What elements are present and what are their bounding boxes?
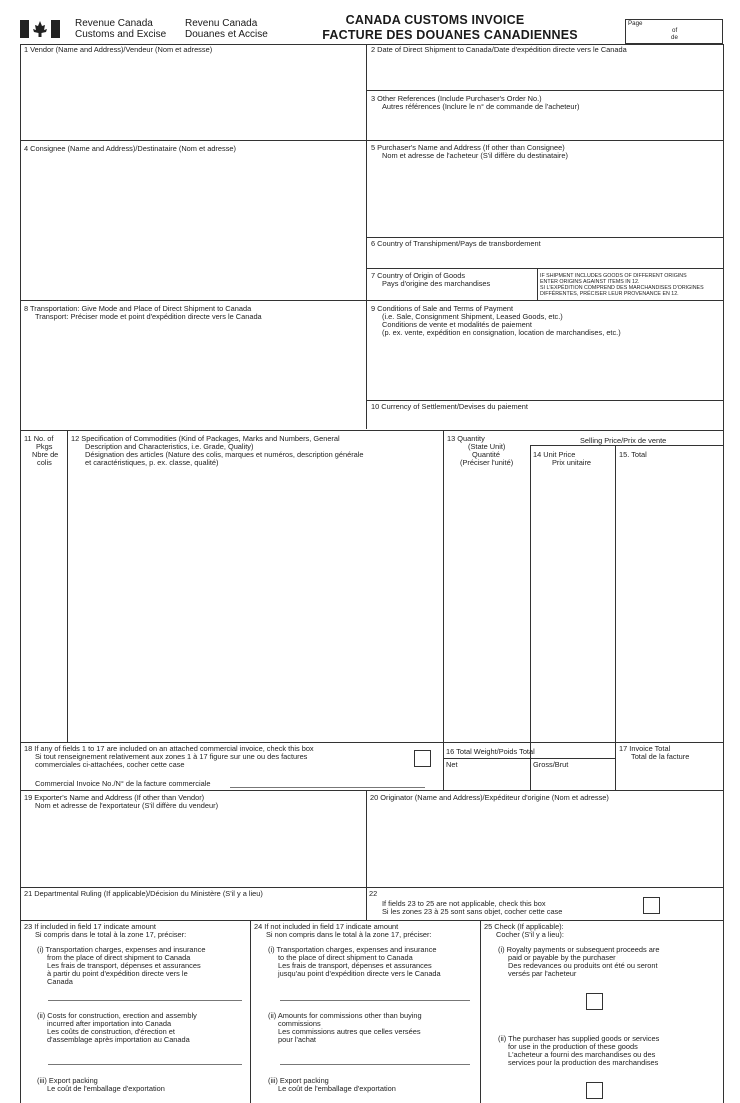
- field-23-i-2: from the place of direct shipment to Canada: [47, 953, 191, 962]
- field-13-quantity-label-2: (State Unit): [468, 442, 506, 451]
- field-8-transport-area[interactable]: [21, 323, 365, 429]
- agency-en-line1: Revenue Canada: [75, 18, 153, 29]
- field-3-references-area[interactable]: [367, 112, 723, 139]
- field-24-i-3: Les frais de transport, dépenses et assurances: [278, 961, 432, 970]
- field-13-quantity-label: 13 Quantity: [447, 434, 485, 443]
- field-17-invoice-total-label-fr: Total de la facture: [631, 752, 690, 761]
- selling-price-header: Selling Price/Prix de vente: [580, 436, 667, 445]
- field-10-currency-area[interactable]: [367, 412, 723, 429]
- field-24-i-2: to the place of direct shipment to Canada: [278, 953, 413, 962]
- field-25-ii-checkbox[interactable]: [586, 1082, 603, 1099]
- field-19-exporter-label-fr: Nom et adresse de l'exportateur (S'il diffère du vendeur): [35, 801, 219, 810]
- field-25-ii-3: L'acheteur a fourni des marchandises ou des: [508, 1050, 656, 1059]
- field-16-gross-area[interactable]: [531, 770, 615, 789]
- field-6-transhipment-area[interactable]: [367, 249, 723, 267]
- field-23-ii-4: d'assemblage après importation au Canada: [47, 1035, 190, 1044]
- field-3-references-label: 3 Other References (Include Purchaser's Order No.): [371, 94, 542, 103]
- agency-fr-line2: Douanes et Accise: [185, 29, 268, 40]
- title-en: CANADA CUSTOMS INVOICE: [345, 13, 525, 27]
- field-12-commodities-label-fr: Désignation des articles (Nature des colis, marques et numéros, description générale: [85, 450, 364, 459]
- field-18-invoice-no-label: Commercial Invoice No./N° de la facture commerciale: [35, 779, 211, 788]
- field-14-unit-price-label-fr: Prix unitaire: [552, 458, 592, 467]
- field-5-purchaser-label: 5 Purchaser's Name and Address (If other than Consignee): [371, 143, 565, 152]
- field-13-quantity-label-fr-2: (Préciser l'unité): [460, 458, 514, 467]
- field-16-weight-label: 16 Total Weight/Poids Total: [446, 747, 535, 756]
- field-11-pkgs-area[interactable]: [21, 470, 67, 741]
- page-label: Page: [628, 20, 643, 27]
- field-5-purchaser-label-fr: Nom et adresse de l'acheteur (S'il diffère du destinataire): [382, 151, 568, 160]
- field-19-exporter-label: 19 Exporter's Name and Address (If other than Vendor): [24, 793, 205, 802]
- field-4-consignee-label: 4 Consignee (Name and Address)/Destinataire (Nom et adresse): [24, 144, 236, 153]
- maple-leaf-icon: [20, 18, 60, 40]
- field-9-conditions-area[interactable]: [367, 339, 723, 399]
- field-16-net-area[interactable]: [444, 770, 530, 789]
- field-23-i-1: (i) Transportation charges, expenses and insurance: [37, 945, 206, 954]
- field-15-total-label: 15. Total: [619, 450, 647, 459]
- field-24-ii-3: Les commissions autres que celles versées: [278, 1027, 421, 1036]
- field-24-i-1: (i) Transportation charges, expenses and insurance: [268, 945, 437, 954]
- field-9-conditions-label: 9 Conditions of Sale and Terms of Payment: [371, 304, 514, 313]
- field-4-consignee-area[interactable]: [21, 155, 365, 299]
- field-10-currency-label: 10 Currency of Settlement/Devises du paiement: [371, 402, 528, 411]
- of-label: of: [672, 27, 678, 34]
- field-11-pkgs-label: 11 No. of: [24, 434, 54, 443]
- field-7-origin-label-fr: Pays d'origine des marchandises: [382, 279, 491, 288]
- field-24-iii-1: (iii) Export packing: [268, 1076, 329, 1085]
- field-24-i-line[interactable]: [280, 1000, 470, 1001]
- field-23-ii-line[interactable]: [48, 1064, 242, 1065]
- field-25-i-1: (i) Royalty payments or subsequent proceeds are: [498, 945, 660, 954]
- field-21-ruling-label: 21 Departmental Ruling (If applicable)/Décision du Ministère (S'il y a lieu): [24, 889, 263, 898]
- field-20-originator-area[interactable]: [367, 804, 723, 886]
- field-6-transhipment-label: 6 Country of Transhipment/Pays de transbordement: [371, 239, 541, 248]
- field-12-commodities-label-fr-2: et caractéristiques, p. ex. classe, qualité): [85, 458, 219, 467]
- field-11-pkgs-label-2: Pkgs: [36, 442, 53, 451]
- field-1-vendor-label: 1 Vendor (Name and Address)/Vendeur (Nom et adresse): [24, 45, 213, 54]
- agency-fr-line1: Revenu Canada: [185, 18, 258, 29]
- title-fr: FACTURE DES DOUANES CANADIENNES: [322, 28, 578, 42]
- field-9-conditions-label-fr: Conditions de vente et modalités de paiement: [382, 320, 532, 329]
- field-23-label: 23 If included in field 17 indicate amount: [24, 922, 156, 931]
- field-21-ruling-area[interactable]: [21, 899, 365, 919]
- field-19-exporter-area[interactable]: [21, 812, 365, 886]
- field-23-ii-2: incurred after importation into Canada: [47, 1019, 172, 1028]
- field-18-label: 18 If any of fields 1 to 17 are included on an attached commercial invoice, check this box: [24, 744, 314, 753]
- field-14-unit-price-label: 14 Unit Price: [533, 450, 576, 459]
- field-20-originator-label: 20 Originator (Name and Address)/Expéditeur d'origine (Nom et adresse): [370, 793, 609, 802]
- field-25-i-3: Des redevances ou produits ont été ou seront: [508, 961, 658, 970]
- field-23-iii-1: (iii) Export packing: [37, 1076, 98, 1085]
- field-24-ii-line[interactable]: [280, 1064, 470, 1065]
- field-23-ii-3: Les coûts de construction, d'érection et: [47, 1027, 175, 1036]
- field-18-label-3: commerciales ci-attachées, cocher cette case: [35, 760, 185, 769]
- field-25-ii-2: for use in the production of these goods: [508, 1042, 638, 1051]
- field-12-commodities-label-2: Description and Characteristics, i.e. Grade, Quality): [85, 442, 254, 451]
- field-9-conditions-label-2: (i.e. Sale, Consignment Shipment, Leased Goods, etc.): [382, 312, 563, 321]
- canada-wordmark-flag: [20, 18, 60, 40]
- field-2-date-area[interactable]: [367, 56, 723, 89]
- field-23-i-5: Canada: [47, 977, 73, 986]
- field-25-ii-1: (ii) The purchaser has supplied goods or services: [498, 1034, 660, 1043]
- field-24-iii-2: Le coût de l'emballage d'exportation: [278, 1084, 396, 1093]
- field-7-note-1: IF SHIPMENT INCLUDES GOODS OF DIFFERENT ORIGINS: [540, 273, 687, 279]
- field-23-ii-1: (ii) Costs for construction, erection and assembly: [37, 1011, 197, 1020]
- field-22-checkbox[interactable]: [643, 897, 660, 914]
- field-12-commodities-area[interactable]: [68, 470, 443, 741]
- field-17-invoice-total-label: 17 Invoice Total: [619, 744, 671, 753]
- field-25-i-checkbox[interactable]: [586, 993, 603, 1010]
- field-23-i-3: Les frais de transport, dépenses et assurances: [47, 961, 201, 970]
- field-17-invoice-total-area[interactable]: [616, 763, 723, 789]
- field-25-label-fr: Cocher (S'il y a lieu):: [496, 930, 564, 939]
- field-7-origin-label: 7 Country of Origin of Goods: [371, 271, 466, 280]
- field-12-commodities-label: 12 Specification of Commodities (Kind of Packages, Marks and Numbers, General: [71, 434, 340, 443]
- field-13-quantity-area[interactable]: [444, 470, 530, 741]
- field-24-ii-2: commissions: [278, 1019, 321, 1028]
- field-24-i-4: jusqu'au point d'expédition directe vers le Canada: [278, 969, 441, 978]
- de-label: de: [671, 34, 678, 41]
- field-2-date-label: 2 Date of Direct Shipment to Canada/Date d'expédition directe vers le Canada: [371, 45, 627, 54]
- field-18-checkbox[interactable]: [414, 750, 431, 767]
- field-23-label-fr: Si compris dans le total à la zone 17, préciser:: [35, 930, 187, 939]
- field-8-transport-label: 8 Transportation: Give Mode and Place of Direct Shipment to Canada: [24, 304, 252, 313]
- field-11-pkgs-label-fr: Nbre de: [32, 450, 59, 459]
- field-23-iii-2: Le coût de l'emballage d'exportation: [47, 1084, 165, 1093]
- field-25-i-2: paid or payable by the purchaser: [508, 953, 616, 962]
- field-11-pkgs-label-fr-2: colis: [37, 458, 52, 467]
- field-18-label-2: Si tout renseignement relativement aux zones 1 à 17 figure sur une ou des factures: [35, 752, 308, 761]
- field-22-number: 22: [369, 889, 378, 898]
- field-22-label-fr: Si les zones 23 à 25 sont sans objet, cocher cette case: [382, 907, 563, 916]
- field-25-label: 25 Check (If applicable):: [484, 922, 564, 931]
- field-7-note-4: DIFFÉRENTES, PRÉCISER LEUR PROVENANCE EN 12.: [540, 291, 679, 297]
- field-7-note-3: SI L'EXPÉDITION COMPREND DES MARCHANDISES D'ORIGINES: [540, 285, 704, 291]
- field-15-total-area[interactable]: [616, 470, 723, 741]
- field-24-ii-4: pour l'achat: [278, 1035, 316, 1044]
- field-22-label: If fields 23 to 25 are not applicable, check this box: [382, 899, 546, 908]
- field-9-conditions-label-fr-2: (p. ex. vente, expédition en consignation, location de marchandises, etc.): [382, 328, 621, 337]
- field-25-i-4: versés par l'acheteur: [508, 969, 577, 978]
- field-1-vendor-area[interactable]: [21, 56, 365, 139]
- field-25-ii-4: services pour la production des marchandises: [508, 1058, 659, 1067]
- agency-en-line2: Customs and Excise: [75, 29, 167, 40]
- field-16-gross-label: Gross/Brut: [533, 760, 569, 769]
- field-14-unit-price-area[interactable]: [531, 470, 615, 741]
- field-23-i-4: à partir du point d'expédition directe vers le: [47, 969, 188, 978]
- field-5-purchaser-area[interactable]: [367, 162, 723, 236]
- field-13-quantity-label-fr: Quantité: [472, 450, 500, 459]
- field-8-transport-label-fr: Transport: Préciser mode et point d'expédition directe vers le Canada: [35, 312, 262, 321]
- field-3-references-label-fr: Autres références (Inclure le n° de commande de l'acheteur): [382, 102, 580, 111]
- field-23-i-line[interactable]: [48, 1000, 242, 1001]
- field-24-label-fr: Si non compris dans le total à la zone 17, préciser:: [266, 930, 432, 939]
- field-24-ii-1: (ii) Amounts for commissions other than buying: [268, 1011, 422, 1020]
- field-24-label: 24 If not included in field 17 indicate amount: [254, 922, 399, 931]
- field-7-note-2: ENTER ORIGINS AGAINST ITEMS IN 12.: [540, 279, 640, 285]
- field-18-invoice-no-line: [230, 787, 425, 788]
- field-16-net-label: Net: [446, 760, 458, 769]
